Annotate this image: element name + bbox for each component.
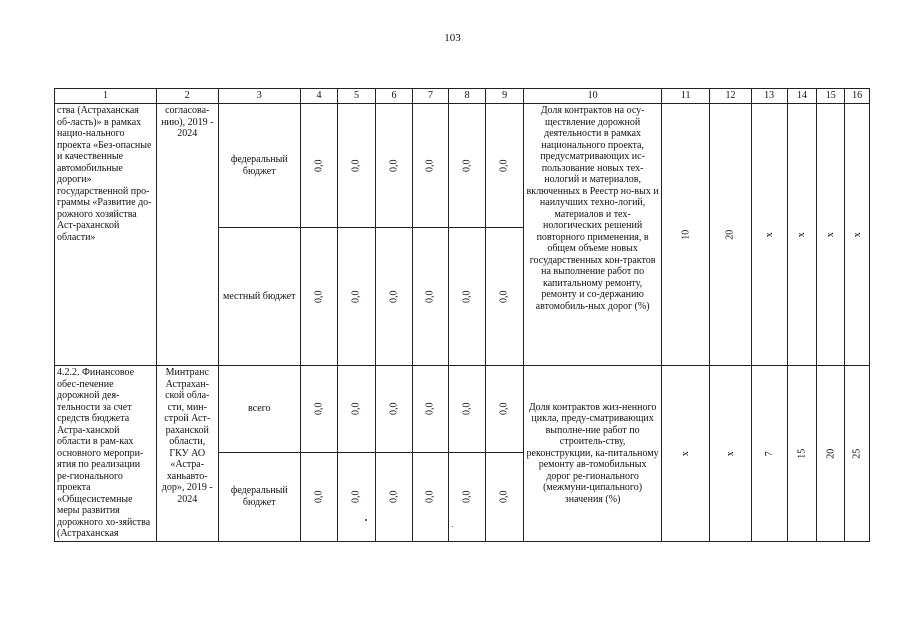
indicator-value: x bbox=[796, 232, 808, 237]
column-header: 8 bbox=[449, 89, 486, 104]
column-number-row bbox=[55, 89, 870, 104]
column-header: 15 bbox=[817, 89, 845, 104]
column-header: 11 bbox=[662, 89, 710, 104]
funding-value: 0,0 bbox=[461, 490, 473, 504]
column-header: 13 bbox=[751, 89, 787, 104]
scan-speck bbox=[452, 526, 453, 527]
activity-description: 4.2.2. Финансовое обес-печение дорожной дея-тельности за счет средств бюджета Астра-ханской области в рам-ках основного меропри-ятия по реализации ре-гионального проекта «Общесистемные меры развития дорожного хо-зяйства (Астраханская bbox=[55, 366, 157, 542]
indicator-value: 10 bbox=[679, 229, 691, 240]
column-header: 2 bbox=[156, 89, 218, 104]
indicator-value: x bbox=[763, 232, 775, 237]
funding-value: 0,0 bbox=[424, 290, 436, 303]
funding-value: 0,0 bbox=[498, 402, 510, 416]
funding-value: 0,0 bbox=[498, 490, 510, 504]
column-header: 4 bbox=[300, 89, 337, 104]
indicator-value: 7 bbox=[763, 450, 775, 456]
funding-value: 0,0 bbox=[461, 402, 473, 416]
column-header: 16 bbox=[845, 89, 870, 104]
indicator-value: x bbox=[851, 232, 863, 237]
indicator-value: 20 bbox=[724, 229, 736, 240]
table-row bbox=[55, 104, 870, 228]
indicator-value: x bbox=[825, 232, 837, 237]
activity-description: ства (Астраханская об-ласть)» в рамках нацио-нального проекта «Без-опасные и качественные автомобильные дороги» государственной про-граммы «Развитие до-рожного хозяйства Аст-раханской области» bbox=[55, 104, 157, 366]
funding-source: федеральный бюджет bbox=[218, 453, 300, 541]
funding-value: 0,0 bbox=[388, 402, 400, 416]
funding-value: 0,0 bbox=[350, 159, 362, 172]
program-table bbox=[54, 88, 870, 542]
indicator-value: x bbox=[679, 450, 691, 456]
indicator-value: 25 bbox=[851, 448, 863, 459]
scan-speck bbox=[365, 519, 367, 521]
funding-source: местный бюджет bbox=[218, 228, 300, 366]
funding-value: 0,0 bbox=[424, 159, 436, 172]
column-header: 9 bbox=[486, 89, 524, 104]
funding-value: 0,0 bbox=[350, 290, 362, 303]
column-header: 3 bbox=[218, 89, 300, 104]
funding-source: всего bbox=[218, 366, 300, 453]
column-header: 1 bbox=[55, 89, 157, 104]
column-header: 5 bbox=[337, 89, 375, 104]
funding-value: 0,0 bbox=[313, 402, 325, 416]
funding-value: 0,0 bbox=[388, 290, 400, 303]
column-header: 7 bbox=[413, 89, 449, 104]
funding-value: 0,0 bbox=[350, 402, 362, 416]
funding-source: федеральный бюджет bbox=[218, 104, 300, 228]
indicator-value: 20 bbox=[825, 448, 837, 459]
funding-value: 0,0 bbox=[424, 402, 436, 416]
table-row bbox=[55, 366, 870, 453]
funding-value: 0,0 bbox=[350, 490, 362, 504]
funding-value: 0,0 bbox=[498, 290, 510, 303]
responsible-executor: Минтранс Астрахан-ской обла-сти, мин-строй Аст-раханской области, ГКУ АО «Астра-ханьавто-дор», 2019 - 2024 bbox=[156, 366, 218, 542]
funding-value: 0,0 bbox=[424, 490, 436, 504]
column-header: 14 bbox=[787, 89, 817, 104]
indicator-description: Доля контрактов на осу-ществление дорожной деятельности в рамках национального проекта, предусматривающих ис-пользование новых тех-нологий и материалов, включенных в Реестр но-вых и наилучших техно-логий, материалов и тех-нологических решений повторного применения, в общем объеме новых государственных кон-трактов на выполнение работ по капитальному ремонту, ремонту и со-держанию автомобиль-ных дорог (%) bbox=[524, 104, 662, 366]
column-header: 12 bbox=[710, 89, 751, 104]
indicator-value: x bbox=[724, 450, 736, 456]
indicator-value: 15 bbox=[796, 448, 808, 459]
indicator-description: Доля контрактов жиз-ненного цикла, преду-сматривающих выполне-ние работ по строитель-ству, реконструкции, ка-питальному ремонту ав-томобильных дорог ре-гионального (межмуни-ципального) значения (%) bbox=[524, 366, 662, 542]
column-header: 10 bbox=[524, 89, 662, 104]
funding-value: 0,0 bbox=[313, 159, 325, 172]
funding-value: 0,0 bbox=[388, 490, 400, 504]
funding-value: 0,0 bbox=[498, 159, 510, 172]
funding-value: 0,0 bbox=[461, 159, 473, 172]
funding-value: 0,0 bbox=[313, 490, 325, 504]
responsible-executor: согласова-нию), 2019 - 2024 bbox=[156, 104, 218, 366]
funding-value: 0,0 bbox=[461, 290, 473, 303]
funding-value: 0,0 bbox=[388, 159, 400, 172]
page-number: 103 bbox=[444, 32, 461, 44]
column-header: 6 bbox=[376, 89, 413, 104]
funding-value: 0,0 bbox=[313, 290, 325, 303]
